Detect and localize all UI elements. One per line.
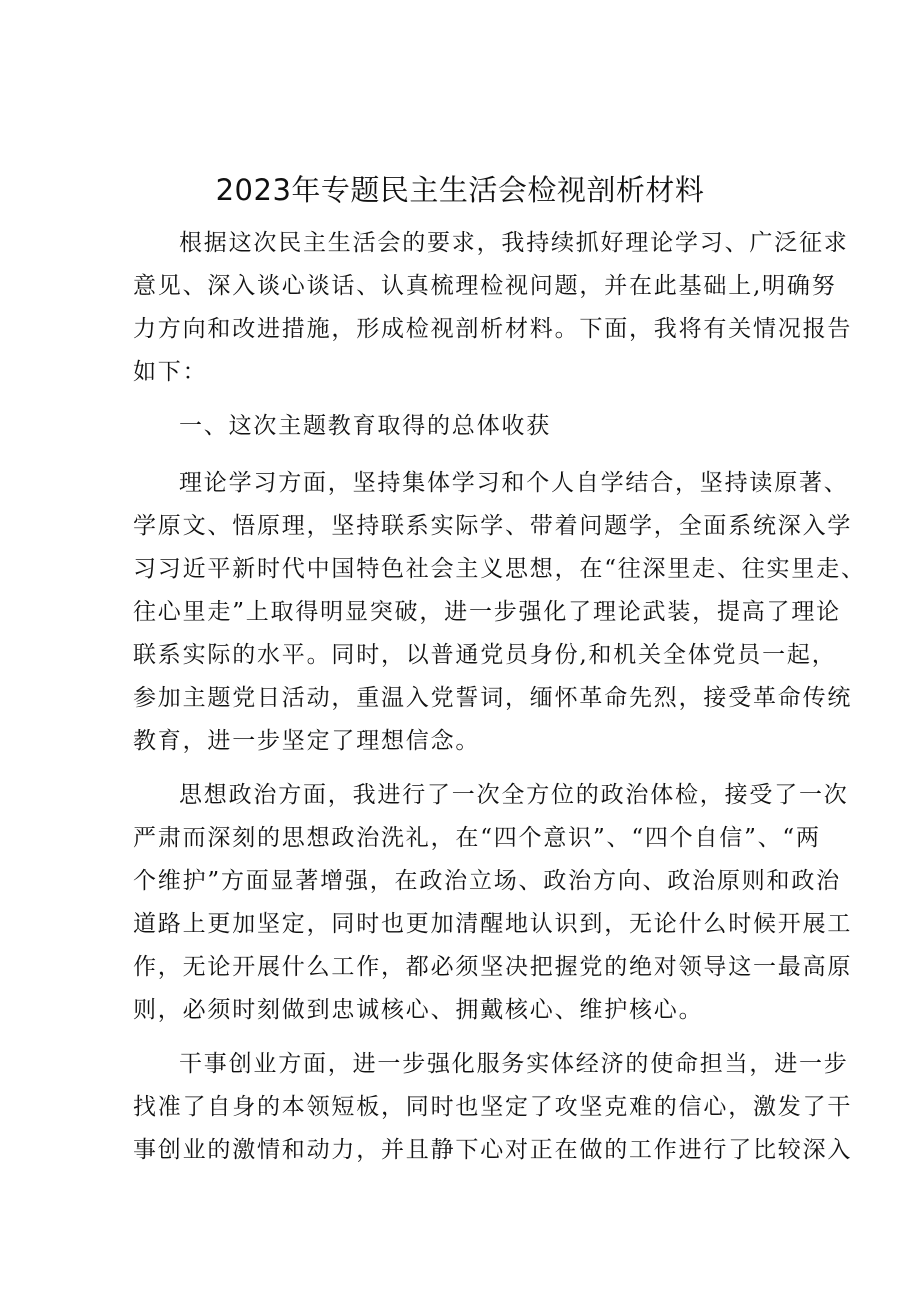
text-line: 往心里走”上取得明显突破，进一步强化了理论武装，提高了理论 — [133, 599, 841, 625]
text-line: 道路上更加坚定，同时也更加清醒地认识到，无论什么时候开展工 — [133, 911, 853, 937]
text-line: 理论学习方面，坚持集体学习和个人自学结合，坚持读原著、 — [179, 470, 849, 496]
text-line: 学原文、悟原理，坚持联系实际学、带着问题学，全面系统深入学 — [133, 513, 853, 539]
heading-text: 一、这次主题教育取得的总体收获 — [179, 413, 551, 439]
career-work-paragraph — [133, 1043, 853, 1172]
text-line: 个维护”方面显著增强，在政治立场、政治方向、政治原则和政治 — [133, 868, 841, 894]
text-line: 思想政治方面，我进行了一次全方位的政治体检，接受了一次 — [179, 782, 849, 808]
text-line: 则，必须时刻做到忠诚核心、拥戴核心、维护核心。 — [133, 997, 704, 1023]
text-line: 联系实际的水平。同时，以普通党员身份,和机关全体党员一起， — [133, 642, 837, 668]
text-line: 事创业的激情和动力，并且静下心对正在做的工作进行了比较深入 — [133, 1137, 853, 1163]
intro-paragraph — [133, 222, 853, 394]
political-thought-paragraph — [133, 774, 853, 1032]
text-line: 找准了自身的本领短板，同时也坚定了攻坚克难的信心，激发了干 — [133, 1094, 853, 1120]
text-line: 习习近平新时代中国特色社会主义思想，在“往深里走、往实里走、 — [133, 556, 866, 582]
text-line: 参加主题党日活动，重温入党誓词，缅怀革命先烈，接受革命传统 — [133, 685, 853, 711]
text-line: 严肃而深刻的思想政治洗礼，在“四个意识”、“四个自信”、“两 — [133, 825, 821, 851]
text-line: 如下： — [133, 359, 208, 385]
document-body — [133, 222, 866, 1183]
text-line: 教育，进一步坚定了理想信念。 — [133, 728, 481, 754]
section-heading — [133, 405, 813, 448]
text-line: 根据这次民主生活会的要求，我持续抓好理论学习、广泛征求 — [179, 230, 849, 256]
text-line: 力方向和改进措施，形成检视剖析材料。下面，我将有关情况报告 — [133, 316, 853, 342]
theory-study-paragraph — [133, 462, 866, 763]
text-line: 干事创业方面，进一步强化服务实体经济的使命担当，进一步 — [179, 1051, 849, 1077]
document-title: 2023年专题民主生活会检视剖析材料 — [215, 173, 705, 207]
text-line: 作，无论开展什么工作，都必须坚决把握党的绝对领导这一最高原 — [133, 954, 853, 980]
text-line: 意见、深入谈心谈话、认真梳理检视问题，并在此基础上,明确努 — [133, 273, 837, 299]
